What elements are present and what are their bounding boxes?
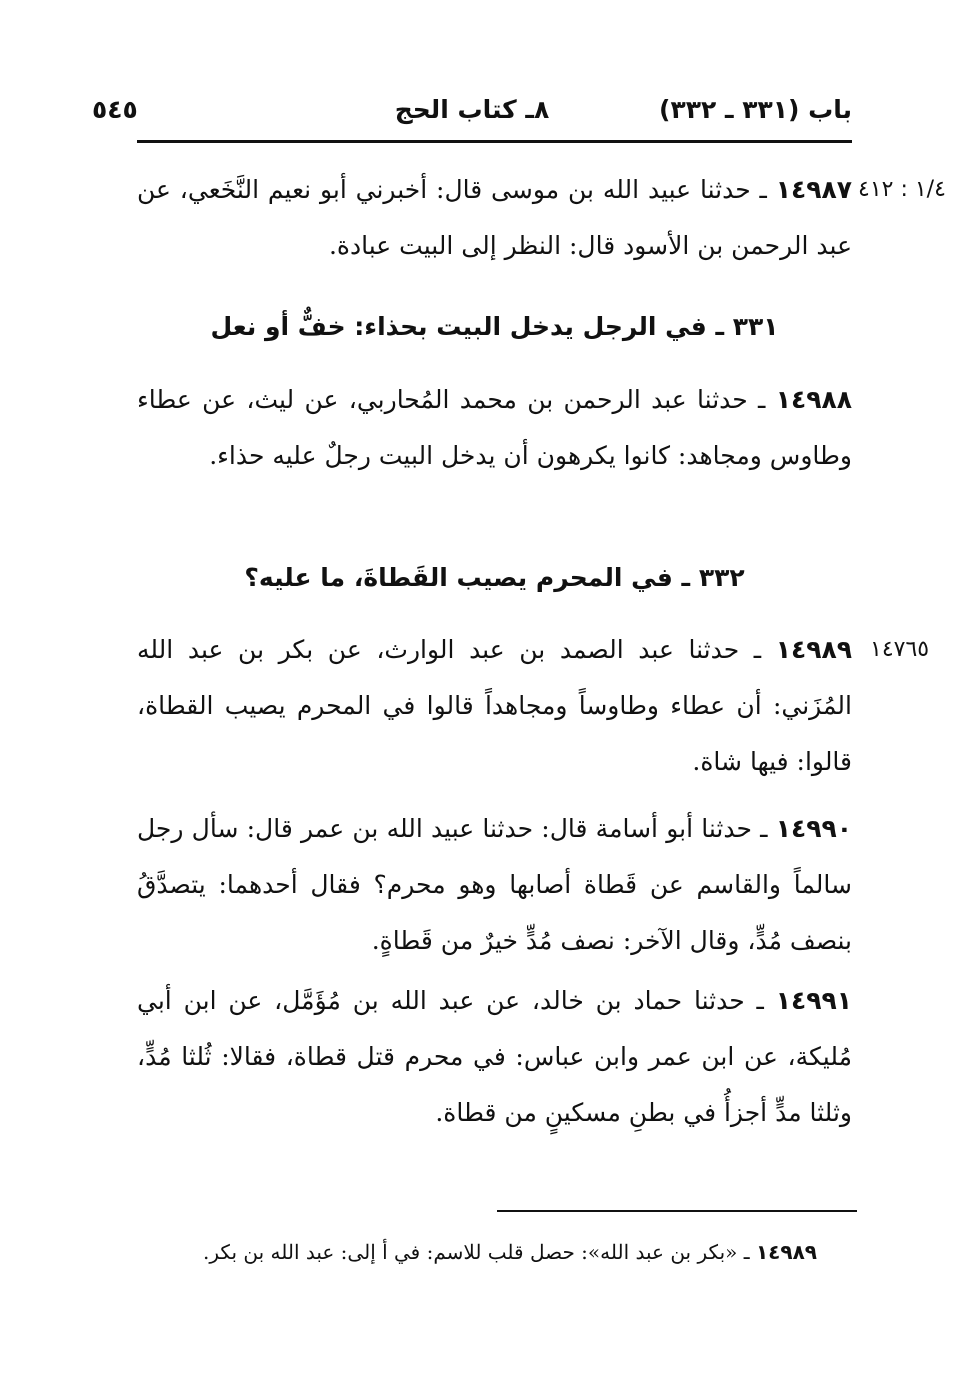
hadith-entry [137, 162, 852, 274]
page-number: ٥٤٥ [92, 95, 138, 124]
hadith-text: ـ حدثنا عبيد الله بن موسى قال: أخبرني أبو نعيم النَّخَعي، عن عبد الرحمن بن الأسود قال: النظر إلى البيت عبادة. [137, 175, 852, 260]
header-book-title: ٨ـ كتاب الحج [394, 95, 550, 124]
hadith-number: ١٤٩٩٠ [775, 814, 852, 843]
hadith-text: ـ حدثنا حماد بن خالد، عن عبد الله بن مُؤَمَّل، عن ابن أبي مُليكة، عن ابن عمر وابن عباس: في محرم قتل قطاة، فقالا: ثُلثا مُدٍّ، وثلثا مدٍّ أجزأُ في بطنِ مسكينٍ من قطاة. [137, 986, 852, 1127]
hadith-entry [137, 801, 852, 969]
footnote-text: ـ «بكر بن عبد الله»: حصل قلب للاسم: في أ إلى: عبد الله بن بكر. [203, 1240, 756, 1264]
hadith-entry [137, 372, 852, 484]
hadith-entry [137, 622, 852, 790]
hadith-number: ١٤٩٨٧ [775, 175, 852, 204]
chapter-heading: ٣٣١ ـ في الرجل يدخل البيت بحذاء: خفٌّ أو نعل [210, 312, 779, 341]
hadith-number: ١٤٩٨٩ [775, 635, 852, 664]
footnote-rule [497, 1210, 857, 1212]
hadith-text: ـ حدثنا عبد الصمد بن عبد الوارث، عن بكر بن عبد الله المُزَني: أن عطاء وطاوساً ومجاهداً قالوا في المحرم يصيب القطاة، قالوا: فيها شاة. [137, 635, 852, 776]
header-rule [137, 140, 852, 143]
header-chapter-range: باب (٣٣١ ـ ٣٣٢) [659, 95, 852, 124]
footnote-number: ١٤٩٨٩ [755, 1240, 817, 1264]
chapter-heading: ٣٣٢ ـ في المحرم يصيب القَطاةَ، ما عليه؟ [244, 563, 745, 592]
footnote [137, 1232, 817, 1272]
hadith-text: ـ حدثنا أبو أسامة قال: حدثنا عبيد الله بن عمر قال: سأل رجل سالماً والقاسم عن قَطاة أصابها وهو محرم؟ فقال أحدهما: يتصدَّقُ بنصف مُدٍّ، وقال الآخر: نصف مُدٍّ خيرٌ من قَطاةٍ. [137, 814, 852, 955]
margin-reference: ١٤٧٦٥ [870, 637, 930, 662]
hadith-text: ـ حدثنا عبد الرحمن بن محمد المُحاربي، عن ليث، عن عطاء وطاوس ومجاهد: كانوا يكرهون أن يدخل البيت رجلٌ عليه حذاء. [137, 385, 852, 470]
hadith-number: ١٤٩٩١ [775, 986, 852, 1015]
hadith-entry [137, 973, 852, 1141]
margin-reference: ١/٤ : ٤١٢ [858, 177, 946, 202]
hadith-number: ١٤٩٨٨ [775, 385, 852, 414]
running-header [92, 95, 852, 139]
